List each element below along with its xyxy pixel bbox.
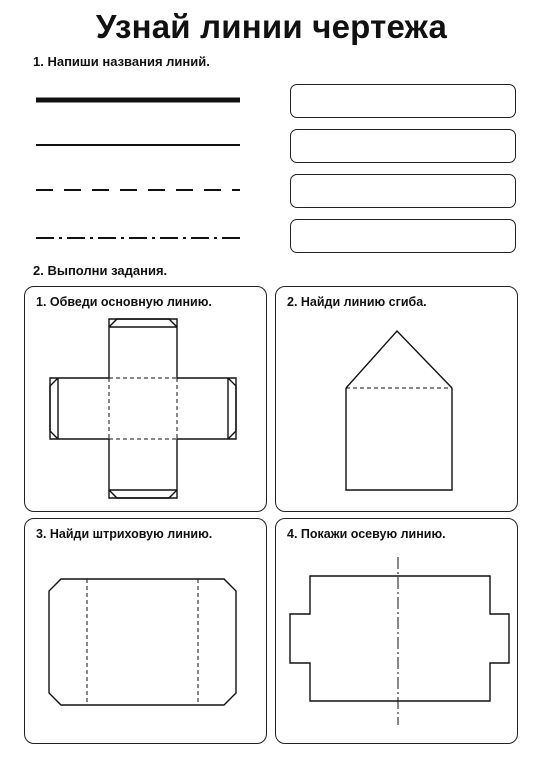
section-1-heading: 1. Напиши названия линий. <box>33 54 210 69</box>
answer-box-4[interactable] <box>290 219 516 253</box>
page-title: Узнай линии чертежа <box>95 8 448 45</box>
house-figure <box>276 287 519 513</box>
answer-box-1[interactable] <box>290 84 516 118</box>
task-label-3: 3. Найди штриховую линию. <box>36 527 213 541</box>
task-label-4: 4. Покажи осевую линию. <box>287 527 446 541</box>
task-card-4 <box>275 518 518 744</box>
task-card-2 <box>275 286 518 512</box>
task-card-1 <box>24 286 267 512</box>
box-net-figure <box>25 519 268 745</box>
answer-box-3[interactable] <box>290 174 516 208</box>
answer-box-2[interactable] <box>290 129 516 163</box>
cube-net-figure <box>25 287 268 513</box>
section-2-heading: 2. Выполни задания. <box>33 263 168 278</box>
task-card-3 <box>24 518 267 744</box>
task-label-2: 2. Найди линию сгиба. <box>287 295 427 309</box>
task-label-1: 1. Обведи основную линию. <box>36 295 212 309</box>
line-samples <box>30 84 250 254</box>
symmetric-shape-figure <box>276 519 519 745</box>
